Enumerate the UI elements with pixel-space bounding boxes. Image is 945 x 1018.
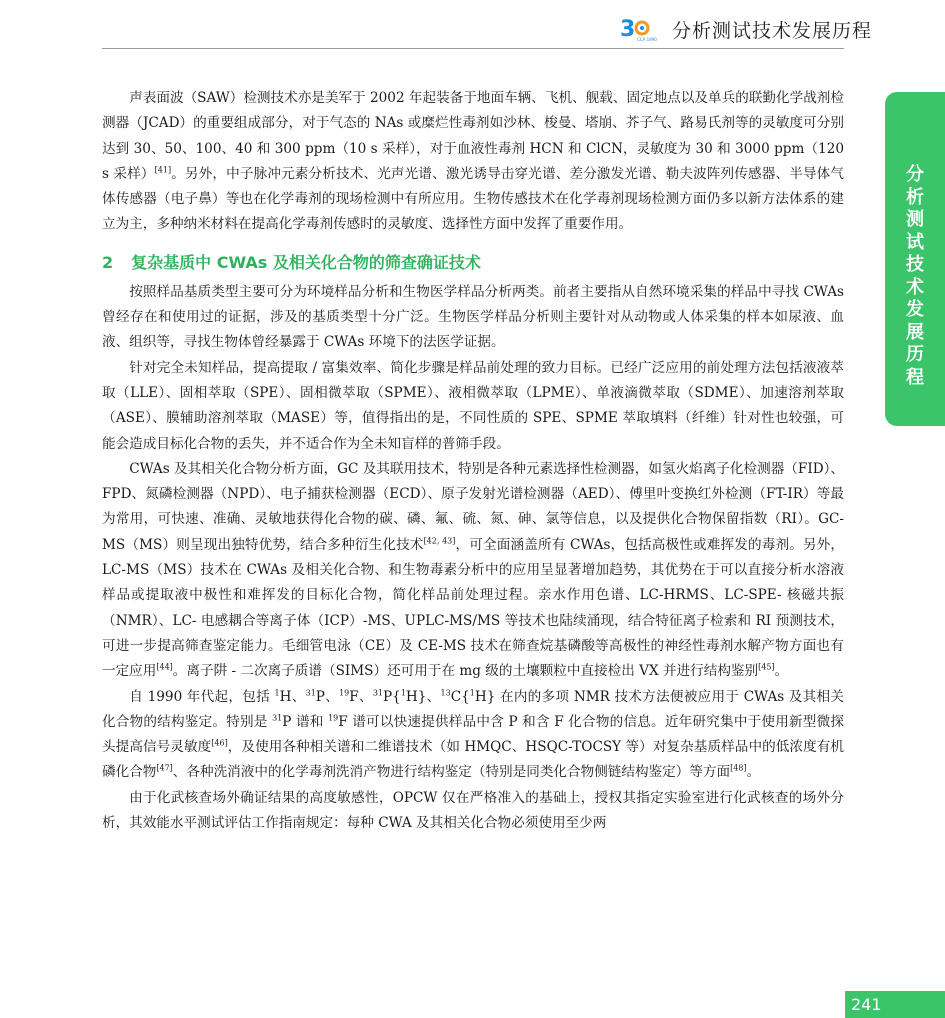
section-heading	[102, 252, 844, 274]
svg-text:3: 3	[620, 17, 636, 42]
isotope-mass: 1	[469, 688, 475, 697]
text-run: 声表面波（SAW）检测技术亦是美军于 2002 年起装备于地面车辆、飞机、舰载、固定地点以及单兵的联勤化学战剂检测器（JCAD）的重要组成部分，对于气态的 NAs 或糜烂性毒剂如沙林、梭曼、塔崩、芥子气、路易氏剂等的灵敏度可分别达到 30、50、100、40 和 300 ppm（10 s 采样），对于血液性毒剂 HCN 和 ClCN，灵敏度为 30 和 3000 ppm（120 s 采样）	[102, 90, 844, 182]
paragraph: 由于化武核查场外确证结果的高度敏感性，OPCW 仅在严格准入的基础上，授权其指定实验室进行化武核查的场外分析，其效能水平测试评估工作指南规定：每种 CWA 及其相关化合物必须使用至少两	[102, 789, 844, 832]
text-run: ，可全面涵盖所有 CWAs，包括高极性或难挥发的毒剂。另外，LC-MS（MS）技术在 CWAs 及相关化合物、和生物毒素分析中的应用呈显著增加趋势，其优势在于可以直接分析水溶液样品或提取液中极性和难挥发的目标化合物，简化样品前处理过程。亲水作用色谱、LC-HRMS、LC-SPE- 核磁共振（NMR）、LC- 电感耦合等离子体（ICP）-MS、UPLC-MS/MS 等技术也陆续涌现，结合特征离子检索和 RI 预测技术，可进一步提高筛查鉴定能力。毛细管电泳（CE）及 CE-MS 技术在筛查烷基磷酸等高极性的神经性毒剂水解产物方面也有一定应用	[102, 536, 845, 680]
text-run: F 谱可以快速提供样品中含 P 和含 F 化合物的信息。近年研究集中于使用新型微探头提高信号灵敏度	[102, 713, 844, 756]
paragraph	[102, 86, 844, 238]
side-tab-char: 程	[906, 366, 924, 388]
text-run: P、	[315, 688, 340, 705]
text-run: 。另外，中子脉冲元素分析技术、光声光谱、激光诱导击穿光谱、差分激发光谱、勒夫波阵列传感器、半导体气体传感器（电子鼻）等也在化学毒剂的现场检测中有所应用。生物传感技术在化学毒剂现场检测方面仍多以新方法体系的建立为主，多种纳米材料在提高化学毒剂传感时的灵敏度、选择性方面中发挥了重要作用。	[102, 165, 844, 233]
side-tab-label	[885, 164, 945, 389]
side-tab-char: 发	[906, 299, 924, 320]
side-tab-char: 展	[906, 321, 924, 343]
side-tab-char: 技	[906, 254, 924, 275]
anniversary-logo-icon	[620, 16, 664, 42]
page-header	[0, 0, 945, 56]
citation: [44]	[156, 662, 173, 672]
header-divider	[102, 48, 844, 49]
isotope-mass: 19	[339, 688, 350, 697]
page-body	[102, 86, 844, 836]
text-run: 。离子阱 - 二次离子质谱（SIMS）还可用于在 mg 级的土壤颗粒中直接检出 VX 并进行结构鉴别	[172, 663, 759, 680]
paragraph	[102, 457, 844, 685]
running-header-title: 分析测试技术发展历程	[672, 20, 873, 42]
citation: [41]	[154, 165, 172, 175]
isotope-mass: 19	[328, 713, 339, 723]
text-run: 自 1990 年代起，包括	[129, 688, 275, 705]
text-run: P{	[383, 688, 401, 705]
text-run: ，及使用各种相关谱和二维谱技术（如 HMQC、HSQC-TOCSY 等）对复杂基质样品中的低浓度有机磷化合物	[102, 739, 844, 781]
side-tab-char: 测	[906, 209, 924, 230]
isotope-mass: 1	[400, 688, 406, 697]
side-tab-char: 术	[906, 276, 924, 298]
isotope-mass: 1	[274, 688, 280, 697]
text-run: 、各种洗消液中的化学毒剂洗消产物进行结构鉴定（特别是同类化合物侧链结构鉴定）等方面	[172, 764, 731, 781]
side-tab-char: 历	[906, 344, 924, 365]
text-run: CWAs 及其相关化合物分析方面，GC 及其联用技术，特别是各种元素选择性检测器，如氢火焰离子化检测器（FID）、FPD、氮磷检测器（NPD）、电子捕获检测器（ECD）、原子发射光谱检测器（AED）、傅里叶变换红外检测（FT-IR）等最为常用，可快速、准确、灵敏地获得化合物的碳、磷、氟、硫、氮、砷、氯等信息，以及提供化合物保留指数（RI）。GC-MS（MS）则呈现出独特优势，结合多种衍生化技术	[102, 460, 844, 553]
citation: [47]	[156, 763, 173, 773]
chapter-side-tab	[885, 92, 945, 426]
svg-text:CCA 1990: CCA 1990	[637, 37, 657, 42]
side-tab-char: 分	[906, 164, 924, 185]
side-tab-char: 析	[906, 186, 924, 208]
text-run: 。	[746, 764, 761, 781]
isotope-mass: 31	[272, 713, 283, 723]
text-run: 。	[774, 663, 789, 680]
isotope-mass: 31	[305, 688, 316, 697]
text-run: C{	[450, 688, 470, 705]
text-run: F、	[349, 688, 373, 705]
citation: [48]	[730, 763, 747, 773]
citation: [46]	[211, 738, 228, 748]
citation: [45]	[758, 662, 775, 672]
paragraph	[102, 685, 844, 786]
citation: [42, 43]	[423, 536, 456, 546]
text-run: H} 在内的多项 NMR 技术方法便被应用于 CWAs 及其相关化合物的结构鉴定。特别是	[102, 688, 844, 730]
paragraph: 按照样品基质类型主要可分为环境样品分析和生物医学样品分析两类。前者主要指从自然环境采集的样品中寻找 CWAs 曾经存在和使用过的证据，涉及的基质类型十分广泛。生物医学样品分析则主要针对从动物或人体采集的样本如尿液、血液、组织等，寻找生物体曾经暴露于 CWAs 环境下的法医学证据。	[102, 283, 844, 351]
page-number: 241	[845, 991, 945, 1018]
section-number: 2	[102, 252, 114, 272]
section-title: 复杂基质中 CWAs 及相关化合物的筛查确证技术	[131, 252, 481, 272]
paragraph: 针对完全未知样品，提高提取 / 富集效率、简化步骤是样品前处理的致力目标。已经广泛应用的前处理方法包括液液萃取（LLE）、固相萃取（SPE）、固相微萃取（SPME）、液相微萃取（LPME）、单液滴微萃取（SDME）、加速溶剂萃取（ASE）、膜辅助溶剂萃取（MASE）等，值得指出的是，不同性质的 SPE、SPME 萃取填料（纤维）针对性也较强，可能会造成目标化合物的丢失，并不适合作为全未知盲样的普筛手段。	[102, 359, 844, 452]
text-run: P 谱和	[282, 713, 329, 730]
isotope-mass: 13	[440, 688, 451, 697]
isotope-mass: 31	[372, 688, 384, 697]
text-run: H、	[279, 688, 306, 705]
text-run: H}、	[405, 688, 441, 705]
side-tab-char: 试	[906, 231, 924, 253]
